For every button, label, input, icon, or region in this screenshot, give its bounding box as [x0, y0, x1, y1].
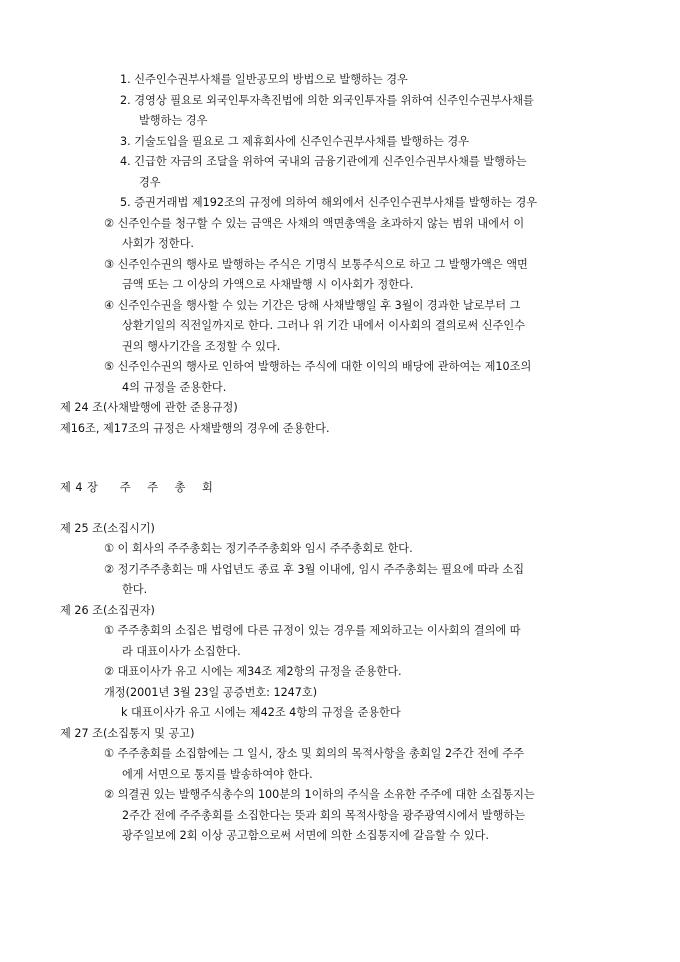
paragraph-clause-continuation: 사회가 정한다.: [122, 237, 194, 250]
article-heading: 제 27 조(소집통지 및 공고): [60, 726, 195, 740]
paragraph-clause: ④ 신주인수권을 행사할 수 있는 기간은 당해 사채발행일 후 3월이 경과한 날로부터 그: [104, 298, 521, 312]
amendment-text: k 대표이사가 유고 시에는 제42조 4항의 규정을 준용한다: [121, 706, 401, 719]
paragraph-clause-continuation: 라 대표이사가 소집한다.: [122, 644, 241, 658]
numbered-clause: 1. 신주인수권부사채를 일반공모의 방법으로 발행하는 경우: [120, 73, 408, 86]
paragraph-clause: ⑤ 신주인수권의 행사로 인하여 발행하는 주식에 대한 이익의 배당에 관하여는 제10조의: [104, 360, 532, 373]
paragraph-clause: ② 의결권 있는 발행주식총수의 100분의 1이하의 주식을 소유한 주주에 대한 소집통지는: [104, 788, 535, 801]
chapter-heading: [0, 478, 680, 499]
amendment-note: 개정(2001년 3월 23일 공증번호: 1247호): [104, 685, 318, 699]
paragraph-clause: ② 정기주주총회는 매 사업년도 종료 후 3월 이내에, 임시 주주총회는 필요에 따라 소집: [104, 562, 525, 576]
numbered-clause: 3. 기술도입을 필요로 그 제휴회사에 신주인수권부사채를 발행하는 경우: [120, 134, 469, 148]
paragraph-clause-continuation: 한다.: [122, 583, 148, 596]
paragraph-clause-continuation: 에게 서면으로 통지를 발송하여야 한다.: [122, 767, 313, 781]
numbered-clause-continuation: 발행하는 경우: [139, 114, 208, 127]
paragraph-clause: ① 주주총회의 소집은 법령에 다른 규정이 있는 경우를 제외하고는 이사회의 결의에 따: [104, 624, 521, 637]
paragraph-clause: ② 대표이사가 유고 시에는 제34조 제2항의 규정을 준용한다.: [104, 665, 402, 678]
numbered-clause: 5. 증권거래법 제192조의 규정에 의하여 해외에서 신주인수권부사채를 발행하는 경우: [120, 196, 538, 209]
paragraph-clause: ① 주주총회를 소집함에는 그 일시, 장소 및 회의의 목적사항을 총회일 2주간 전에 주주: [104, 747, 525, 760]
article-heading: 제 26 조(소집권자): [60, 603, 155, 617]
paragraph-clause-continuation: 권의 행사기간을 조정할 수 있다.: [122, 339, 281, 353]
paragraph-clause-continuation: 2주간 전에 주주총회를 소집한다는 뜻과 회의 목적사항을 광주광역시에서 발행하는: [122, 808, 526, 822]
paragraph-clause-continuation: 금액 또는 그 이상의 가액으로 사채발행 시 이사회가 정한다.: [122, 278, 414, 291]
paragraph-clause: ② 신주인수를 청구할 수 있는 금액은 사채의 액면총액을 초과하지 않는 범위 내에서 이: [104, 216, 525, 230]
articles-of-incorporation-section-meetings: [0, 519, 680, 847]
paragraph-clause-continuation: 광주일보에 2회 이상 공고함으로써 서면에 의한 소집통지에 갈음할 수 있다.: [122, 829, 489, 842]
numbered-clause: 4. 긴급한 자금의 조달을 위하여 국내외 금융기관에게 신주인수권부사채를 발행하는: [120, 155, 527, 168]
chapter-number: 제 4 장: [60, 480, 98, 494]
document-page: [0, 70, 680, 847]
article-body-text: 제16조, 제17조의 규정은 사채발행의 경우에 준용한다.: [60, 421, 330, 435]
article-heading: 제 25 조(소집시기): [60, 521, 155, 535]
numbered-clause: 2. 경영상 필요로 외국인투자촉진법에 의한 외국인투자를 위하여 신주인수권부사채를: [120, 93, 534, 107]
articles-of-incorporation-section-bonds: [0, 70, 680, 439]
chapter-title: 주 주 총 회: [119, 480, 219, 494]
paragraph-clause-continuation: 상환기일의 직전일까지로 한다. 그러나 위 기간 내에서 이사회의 결의로써 신주인수: [122, 319, 526, 332]
paragraph-clause-continuation: 4의 규정을 준용한다.: [122, 380, 227, 394]
paragraph-clause: ① 이 회사의 주주총회는 정기주주총회와 임시 주주총회로 한다.: [104, 542, 413, 555]
numbered-clause-continuation: 경우: [139, 175, 161, 189]
paragraph-clause: ③ 신주인수권의 행사로 발행하는 주식은 기명식 보통주식으로 하고 그 발행가액은 액면: [104, 257, 528, 271]
article-heading: 제 24 조(사채발행에 관한 준용규정): [60, 401, 238, 414]
